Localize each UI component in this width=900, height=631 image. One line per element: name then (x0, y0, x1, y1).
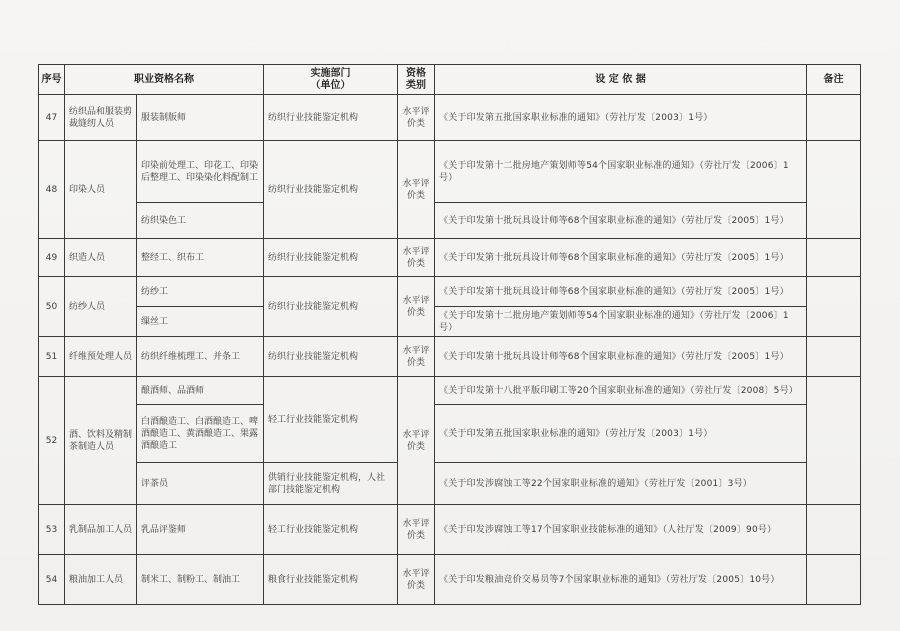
row-name: 白酒酿造工、白酒酿造工、啤酒酿造工、黄酒酿造工、果露酒酿造工 (137, 405, 264, 463)
row-dept: 纺织行业技能鉴定机构 (264, 141, 398, 239)
row-remark (807, 505, 861, 555)
row-group: 粮油加工人员 (65, 555, 137, 605)
table-header-row (39, 65, 861, 95)
header-remark: 备注 (807, 65, 861, 95)
row-name: 印染前处理工、印花工、印染后整理工、印染染化料配制工 (137, 141, 264, 203)
row-remark (807, 141, 861, 239)
row-name: 制米工、制粉工、制油工 (137, 555, 264, 605)
row-basis: 《关于印发第十二批房地产策划师等54个国家职业标准的通知》（劳社厅发〔2006〕1号） (435, 141, 807, 203)
header-seq: 序号 (39, 65, 65, 95)
row-dept: 轻工行业技能鉴定机构 (264, 377, 398, 463)
row-group: 纺织品和服装剪裁缝纫人员 (65, 95, 137, 141)
row-basis: 《关于印发第十批玩具设计师等68个国家职业标准的通知》（劳社厅发〔2005〕1号） (435, 277, 807, 307)
table-row (39, 377, 861, 405)
row-remark (807, 377, 861, 505)
row-remark (807, 555, 861, 605)
table-row (39, 405, 861, 463)
row-category: 水平评价类 (398, 95, 435, 141)
row-seq: 48 (39, 141, 65, 239)
row-name: 服装制版师 (137, 95, 264, 141)
row-seq: 54 (39, 555, 65, 605)
table-row (39, 203, 861, 239)
row-group: 织造人员 (65, 239, 137, 277)
row-name: 缫丝工 (137, 307, 264, 337)
qualification-table (38, 64, 861, 605)
row-seq: 51 (39, 337, 65, 377)
row-seq: 53 (39, 505, 65, 555)
row-category: 水平评价类 (398, 505, 435, 555)
row-category: 水平评价类 (398, 141, 435, 239)
row-category: 水平评价类 (398, 555, 435, 605)
table-row (39, 239, 861, 277)
row-basis: 《关于印发涉腐蚀工等22个国家职业标准的通知》（劳社厅发〔2001〕3号） (435, 463, 807, 505)
row-basis: 《关于印发第五批国家职业标准的通知》（劳社厅发〔2003〕1号） (435, 95, 807, 141)
row-dept: 纺织行业技能鉴定机构 (264, 277, 398, 337)
row-dept: 纺织行业技能鉴定机构 (264, 95, 398, 141)
row-seq: 49 (39, 239, 65, 277)
row-name: 纺织染色工 (137, 203, 264, 239)
row-group: 纤维预处理人员 (65, 337, 137, 377)
row-group: 纺纱人员 (65, 277, 137, 337)
row-remark (807, 239, 861, 277)
row-category: 水平评价类 (398, 337, 435, 377)
row-seq: 52 (39, 377, 65, 505)
table-row (39, 277, 861, 307)
row-name: 评茶员 (137, 463, 264, 505)
table-row (39, 307, 861, 337)
row-basis: 《关于印发涉腐蚀工等17个国家职业技能标准的通知》（人社厅发〔2009〕90号） (435, 505, 807, 555)
row-name: 整经工、织布工 (137, 239, 264, 277)
row-remark (807, 277, 861, 337)
row-name: 酿酒师、品酒师 (137, 377, 264, 405)
row-group: 乳制品加工人员 (65, 505, 137, 555)
row-seq: 47 (39, 95, 65, 141)
header-name: 职业资格名称 (65, 65, 264, 95)
row-dept: 纺织行业技能鉴定机构 (264, 337, 398, 377)
row-group: 印染人员 (65, 141, 137, 239)
row-dept: 轻工行业技能鉴定机构 (264, 505, 398, 555)
header-basis: 设 定 依 据 (435, 65, 807, 95)
row-dept: 供销行业技能鉴定机构，人社部门技能鉴定机构 (264, 463, 398, 505)
row-name: 纺织纤维梳理工、并条工 (137, 337, 264, 377)
row-group: 酒、饮料及精制茶制造人员 (65, 377, 137, 505)
row-category: 水平评价类 (398, 239, 435, 277)
table-row (39, 463, 861, 505)
row-dept: 粮食行业技能鉴定机构 (264, 555, 398, 605)
row-name: 纺纱工 (137, 277, 264, 307)
row-basis: 《关于印发粮油竞价交易员等7个国家职业标准的通知》（劳社厅发〔2005〕10号） (435, 555, 807, 605)
table-row (39, 141, 861, 203)
row-basis: 《关于印发第十二批房地产策划师等54个国家职业标准的通知》（劳社厅发〔2006〕1号） (435, 307, 807, 337)
row-basis: 《关于印发第十批玩具设计师等68个国家职业标准的通知》（劳社厅发〔2005〕1号） (435, 239, 807, 277)
table-row (39, 555, 861, 605)
row-seq: 50 (39, 277, 65, 337)
row-basis: 《关于印发第五批国家职业标准的通知》（劳社厅发〔2003〕1号） (435, 405, 807, 463)
row-basis: 《关于印发第十批玩具设计师等68个国家职业标准的通知》（劳社厅发〔2005〕1号） (435, 203, 807, 239)
header-category: 资格 类别 (398, 65, 435, 95)
row-name: 乳品评鉴师 (137, 505, 264, 555)
row-remark (807, 95, 861, 141)
row-remark (807, 337, 861, 377)
table-row (39, 505, 861, 555)
row-basis: 《关于印发第十八批平版印刷工等20个国家职业标准的通知》（劳社厅发〔2008〕5号） (435, 377, 807, 405)
header-dept: 实施部门 （单位） (264, 65, 398, 95)
row-category: 水平评价类 (398, 377, 435, 505)
row-basis: 《关于印发第十批玩具设计师等68个国家职业标准的通知》（劳社厅发〔2005〕1号） (435, 337, 807, 377)
row-category: 水平评价类 (398, 277, 435, 337)
table-row (39, 337, 861, 377)
row-dept: 纺织行业技能鉴定机构 (264, 239, 398, 277)
table-row (39, 95, 861, 141)
